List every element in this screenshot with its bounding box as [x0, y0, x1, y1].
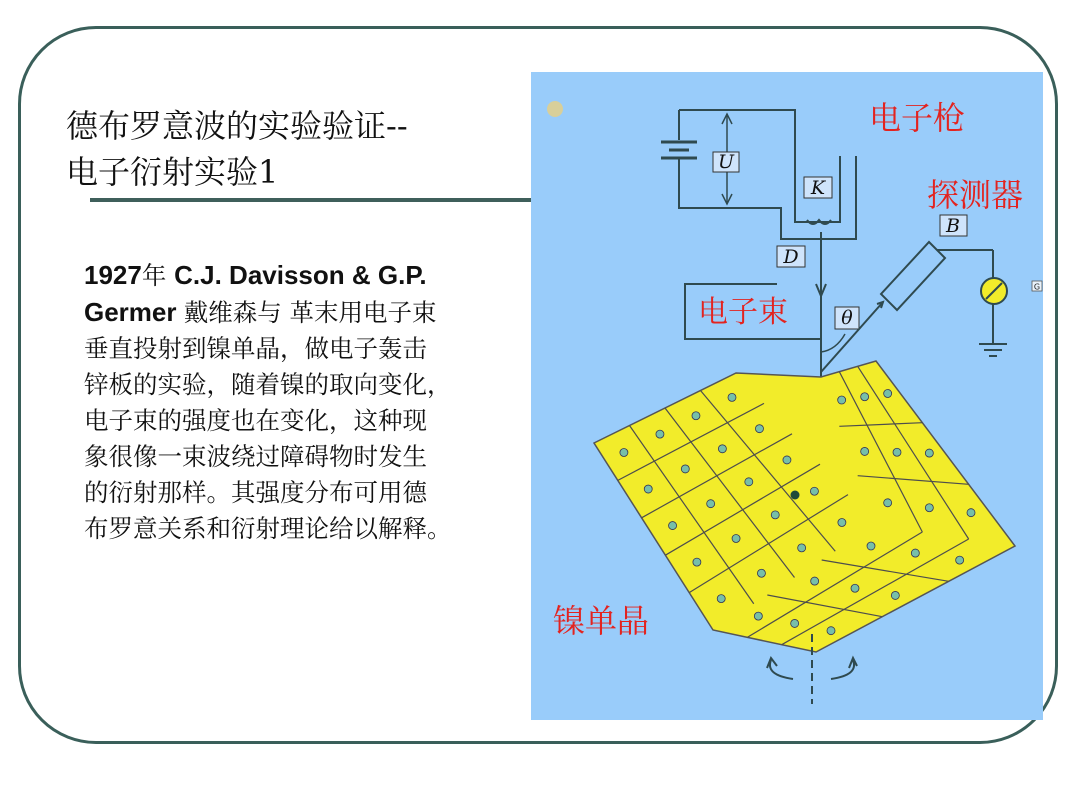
- body-germer: Germer: [84, 297, 184, 327]
- atom-dot: [838, 396, 846, 404]
- atom-dot: [718, 445, 726, 453]
- diffraction-diagram: [531, 72, 1043, 720]
- theta-label: θ: [841, 307, 853, 329]
- D-label: D: [783, 246, 799, 268]
- atom-dot: [851, 584, 859, 592]
- atom-dot: [911, 549, 919, 557]
- atom-dot: [791, 619, 799, 627]
- atom-dot: [755, 425, 763, 433]
- body-line-1: [84, 257, 526, 294]
- body-nian: 年: [141, 261, 175, 290]
- U-label: U: [717, 151, 735, 173]
- G-label: G: [1033, 282, 1041, 292]
- nickel-crystal-label: 镍单晶: [553, 602, 650, 640]
- atom-dot: [732, 534, 740, 542]
- atom-dot: [861, 447, 869, 455]
- detector-label: 探测器: [927, 176, 1024, 214]
- body-year: 1927: [84, 260, 142, 290]
- body-line-6: 象很像一束波绕过障碍物时发生: [84, 442, 427, 471]
- atom-dot: [681, 465, 689, 473]
- atom-dot: [956, 556, 964, 564]
- electron-gun-label: 电子枪: [869, 99, 966, 137]
- atom-dot: [810, 487, 818, 495]
- atom-dot: [884, 499, 892, 507]
- atom-dot: [644, 485, 652, 493]
- atom-dot: [861, 393, 869, 401]
- body-line-2-rest: 戴维森与 革末用电子束: [183, 298, 437, 327]
- atom-dot: [867, 542, 875, 550]
- atom-dot: [693, 558, 701, 566]
- atom-dot: [754, 612, 762, 620]
- diagram-svg: [531, 72, 1043, 720]
- atom-dot: [827, 627, 835, 635]
- atom-dot: [783, 456, 791, 464]
- atom-dot: [656, 430, 664, 438]
- body-line-3: 垂直投射到镍单晶，做电子轰击: [84, 334, 427, 363]
- B-label: B: [946, 215, 960, 237]
- title-line-1: 德布罗意波的实验验证--: [66, 107, 408, 145]
- atom-dot: [620, 449, 628, 457]
- title-line-2: 电子衍射实验1: [66, 153, 279, 191]
- atom-dot: [838, 518, 846, 526]
- atom-dot: [669, 522, 677, 530]
- atom-dot: [728, 393, 736, 401]
- atom-dot: [967, 509, 975, 517]
- atom-dot: [811, 577, 819, 585]
- atom-dot: [771, 511, 779, 519]
- body-line-2: [84, 294, 526, 331]
- body-line-5: 电子束的强度也在变化，这种现: [84, 406, 427, 435]
- center-atom: [791, 491, 800, 500]
- atom-dot: [757, 569, 765, 577]
- body-line-7: 的衍射那样。其强度分布可用德: [84, 478, 427, 507]
- body-line-8: 布罗意关系和衍射理论给以解释。: [84, 514, 452, 543]
- body-names: C.J. Davisson & G.P.: [174, 260, 427, 290]
- K-label: K: [810, 177, 826, 199]
- atom-dot: [798, 544, 806, 552]
- atom-dot: [707, 500, 715, 508]
- atom-dot: [925, 504, 933, 512]
- atom-dot: [884, 389, 892, 397]
- atom-dot: [925, 449, 933, 457]
- atom-dot: [717, 595, 725, 603]
- atom-dot: [893, 448, 901, 456]
- atom-dot: [891, 591, 899, 599]
- body-line-4: 锌板的实验，随着镍的取向变化，: [84, 370, 452, 399]
- electron-beam-label: 电子束: [698, 295, 788, 330]
- title-divider: [90, 198, 532, 202]
- slide-title: [66, 103, 516, 195]
- decor-dot: [547, 101, 563, 117]
- atom-dot: [692, 412, 700, 420]
- body-paragraph: [84, 257, 526, 547]
- atom-dot: [745, 478, 753, 486]
